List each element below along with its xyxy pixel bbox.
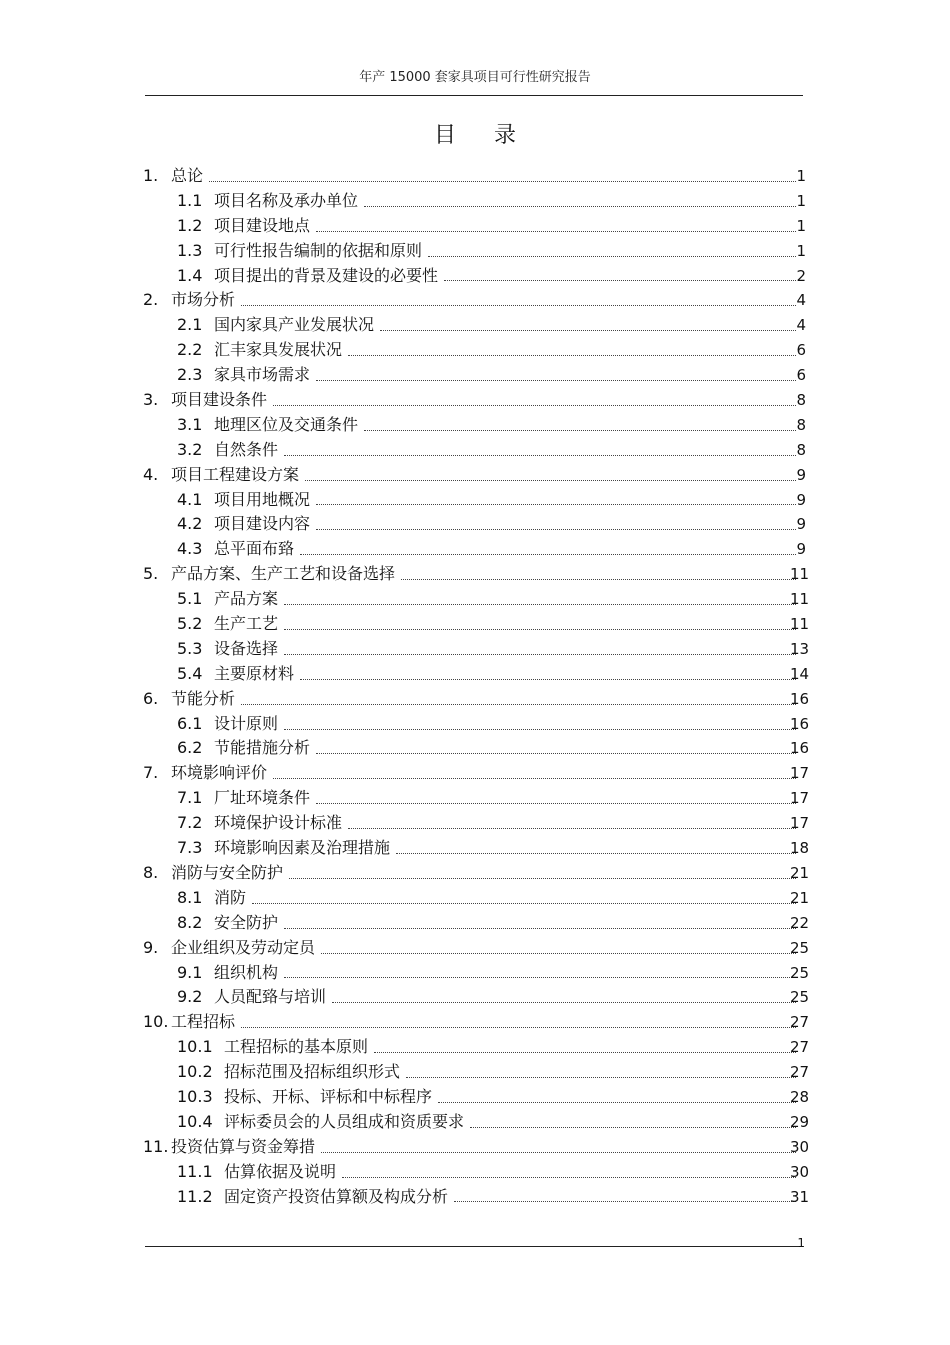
toc-section-entry[interactable]: [0, 1185, 950, 1210]
toc-entry-number: 4.2: [177, 514, 203, 534]
toc-entry-number: 7.: [143, 763, 159, 783]
toc-entry-page: 27: [790, 1013, 810, 1032]
toc-entry-label: [143, 164, 800, 189]
toc-chapter-entry[interactable]: [0, 861, 950, 886]
toc-section-entry[interactable]: [0, 911, 950, 936]
toc-entry-text: 评标委员会的人员组成和资质要求: [224, 1111, 465, 1131]
toc-entry-number: 7.3: [177, 838, 203, 858]
toc-entry-page: 4: [796, 291, 806, 310]
toc-entry-number: 8.: [143, 862, 159, 882]
toc-entry-label: [177, 662, 800, 687]
toc-entry-page: 11: [790, 565, 810, 584]
toc-entry-label: [177, 264, 800, 289]
toc-entry-number: 9.2: [177, 987, 203, 1007]
toc-chapter-entry[interactable]: [0, 388, 950, 413]
dot-leader: [316, 752, 796, 754]
toc-entry-number: 4.1: [177, 489, 203, 509]
toc-entry-page: 28: [790, 1087, 810, 1106]
toc-entry-text: 产品方案: [214, 589, 279, 609]
toc-section-entry[interactable]: [0, 612, 950, 637]
toc-entry-page: 17: [790, 814, 810, 833]
toc-entry-page: 6: [796, 341, 806, 360]
toc-chapter-entry[interactable]: [0, 1010, 950, 1035]
toc-section-entry[interactable]: [0, 736, 950, 761]
toc-section-entry[interactable]: [0, 363, 950, 388]
toc-entry-page: 9: [796, 540, 806, 559]
toc-entry-text: 生产工艺: [214, 614, 279, 634]
toc-entry-number: 9.: [143, 937, 159, 957]
toc-section-entry[interactable]: [0, 413, 950, 438]
toc-entry-number: 8.2: [177, 912, 203, 932]
dot-leader: [321, 952, 796, 954]
toc-entry-number: 4.: [143, 464, 159, 484]
dot-leader: [300, 553, 796, 555]
dot-leader: [401, 578, 796, 580]
toc-entry-page: 9: [796, 465, 806, 484]
dot-leader: [316, 379, 796, 381]
toc-entry-text: 项目建设内容: [214, 514, 311, 534]
toc-entry-label: [177, 1085, 800, 1110]
toc-entry-label: [177, 587, 800, 612]
toc-entry-page: 1: [796, 216, 806, 235]
toc-entry-page: 9: [796, 490, 806, 509]
toc-entry-number: 7.1: [177, 788, 203, 808]
toc-entry-text: 国内家具产业发展状况: [214, 315, 375, 335]
toc-entry-label: [177, 836, 800, 861]
toc-section-entry[interactable]: [0, 985, 950, 1010]
toc-entry-page: 25: [790, 963, 810, 982]
toc-entry-label: [177, 537, 800, 562]
toc-entry-page: 18: [790, 839, 810, 858]
toc-entry-text: 产品方案、生产工艺和设备选择: [171, 564, 396, 584]
toc-section-entry[interactable]: [0, 313, 950, 338]
toc-entry-label: [143, 1010, 800, 1035]
toc-entry-number: 10.: [143, 1012, 169, 1032]
toc-entry-label: [177, 1185, 800, 1210]
toc-entry-page: 6: [796, 366, 806, 385]
dot-leader: [444, 279, 796, 281]
toc-entry-label: [143, 388, 800, 413]
toc-entry-page: 29: [790, 1112, 810, 1131]
toc-entry-number: 2.1: [177, 315, 203, 335]
toc-entry-page: 30: [790, 1137, 810, 1156]
toc-section-entry[interactable]: [0, 1035, 950, 1060]
toc-entry-label: [177, 911, 800, 936]
toc-entry-text: 总平面布臵: [214, 539, 295, 559]
toc-entry-label: [177, 1160, 800, 1185]
toc-entry-page: 27: [790, 1063, 810, 1082]
dot-leader: [284, 653, 796, 655]
toc-entry-text: 招标范围及招标组织形式: [224, 1062, 401, 1082]
toc-section-entry[interactable]: [0, 886, 950, 911]
toc-entry-text: 人员配臵与培训: [214, 987, 327, 1007]
toc-entry-text: 设备选择: [214, 638, 279, 658]
toc-entry-text: 环境影响评价: [171, 763, 268, 783]
dot-leader: [380, 329, 796, 331]
toc-entry-page: 16: [790, 689, 810, 708]
toc-section-entry[interactable]: [0, 712, 950, 737]
toc-section-entry[interactable]: [0, 214, 950, 239]
toc-entry-page: 21: [790, 888, 810, 907]
toc-entry-text: 汇丰家具发展状况: [214, 340, 343, 360]
toc-entry-text: 可行性报告编制的依据和原则: [214, 240, 423, 260]
toc-section-entry[interactable]: [0, 836, 950, 861]
dot-leader: [316, 503, 796, 505]
dot-leader: [321, 1151, 796, 1153]
toc-entry-text: 组织机构: [214, 962, 279, 982]
toc-entry-text: 家具市场需求: [214, 365, 311, 385]
toc-entry-label: [177, 189, 800, 214]
toc-section-entry[interactable]: [0, 811, 950, 836]
toc-entry-number: 2.3: [177, 365, 203, 385]
toc-entry-label: [177, 786, 800, 811]
toc-entry-text: 设计原则: [214, 713, 279, 733]
toc-entry-label: [177, 886, 800, 911]
toc-entry-number: 6.1: [177, 713, 203, 733]
dot-leader: [364, 205, 796, 207]
table-of-contents: [0, 164, 950, 1209]
toc-entry-number: 11.2: [177, 1186, 213, 1206]
dot-leader: [284, 454, 796, 456]
dot-leader: [316, 230, 796, 232]
dot-leader: [284, 603, 796, 605]
toc-entry-text: 环境影响因素及治理措施: [214, 838, 391, 858]
toc-entry-label: [177, 363, 800, 388]
toc-entry-text: 项目建设条件: [171, 390, 268, 410]
toc-entry-number: 5.2: [177, 614, 203, 634]
toc-entry-text: 企业组织及劳动定员: [171, 937, 316, 957]
toc-entry-number: 7.2: [177, 813, 203, 833]
dot-leader: [241, 304, 796, 306]
toc-entry-page: 16: [790, 714, 810, 733]
toc-entry-page: 30: [790, 1162, 810, 1181]
toc-entry-number: 1.4: [177, 265, 203, 285]
toc-entry-page: 17: [790, 764, 810, 783]
toc-section-entry[interactable]: [0, 189, 950, 214]
toc-entry-page: 21: [790, 863, 810, 882]
running-header: 年产 15000 套家具项目可行性研究报告: [359, 70, 591, 85]
toc-entry-number: 11.: [143, 1136, 169, 1156]
toc-entry-page: 11: [790, 590, 810, 609]
toc-section-entry[interactable]: [0, 637, 950, 662]
toc-entry-number: 3.: [143, 390, 159, 410]
toc-entry-page: 13: [790, 639, 810, 658]
toc-chapter-entry[interactable]: [0, 463, 950, 488]
toc-entry-label: [177, 712, 800, 737]
footer-page-number: 1: [797, 1236, 805, 1250]
toc-entry-number: 3.1: [177, 414, 203, 434]
toc-entry-label: [177, 239, 800, 264]
dot-leader: [209, 180, 796, 182]
toc-entry-label: [177, 438, 800, 463]
toc-entry-label: [177, 488, 800, 513]
toc-section-entry[interactable]: [0, 1060, 950, 1085]
toc-entry-number: 6.: [143, 688, 159, 708]
toc-entry-number: 4.3: [177, 539, 203, 559]
dot-leader: [305, 479, 796, 481]
dot-leader: [438, 1101, 796, 1103]
dot-leader: [241, 703, 796, 705]
toc-entry-text: 节能措施分析: [214, 738, 311, 758]
toc-entry-text: 工程招标: [171, 1012, 236, 1032]
toc-section-entry[interactable]: [0, 587, 950, 612]
toc-entry-page: 1: [796, 167, 806, 185]
toc-entry-text: 项目提出的背景及建设的必要性: [214, 265, 439, 285]
toc-entry-page: 8: [796, 391, 806, 410]
toc-entry-label: [177, 961, 800, 986]
dot-leader: [316, 802, 796, 804]
toc-entry-page: 8: [796, 440, 806, 459]
toc-section-entry[interactable]: [0, 662, 950, 687]
toc-entry-label: [177, 985, 800, 1010]
dot-leader: [316, 528, 796, 530]
dot-leader: [252, 902, 796, 904]
toc-entry-label: [177, 1035, 800, 1060]
toc-entry-label: [177, 214, 800, 239]
toc-entry-number: 5.4: [177, 663, 203, 683]
toc-entry-text: 环境保护设计标准: [214, 813, 343, 833]
toc-entry-label: [143, 687, 800, 712]
toc-entry-page: 27: [790, 1038, 810, 1057]
dot-leader: [470, 1126, 796, 1128]
toc-section-entry[interactable]: [0, 512, 950, 537]
dot-leader: [289, 877, 796, 879]
toc-entry-number: 10.1: [177, 1037, 213, 1057]
toc-entry-text: 项目建设地点: [214, 215, 311, 235]
toc-entry-text: 安全防护: [214, 912, 279, 932]
toc-entry-number: 2.2: [177, 340, 203, 360]
dot-leader: [284, 628, 796, 630]
toc-entry-label: [177, 637, 800, 662]
dot-leader: [300, 678, 796, 680]
toc-chapter-entry[interactable]: [0, 936, 950, 961]
toc-entry-number: 1.3: [177, 240, 203, 260]
dot-leader: [332, 1001, 796, 1003]
toc-entry-number: 8.1: [177, 887, 203, 907]
dot-leader: [342, 1176, 796, 1178]
toc-entry-text: 工程招标的基本原则: [224, 1037, 369, 1057]
toc-entry-page: 22: [790, 913, 810, 932]
toc-entry-label: [177, 1110, 800, 1135]
toc-entry-text: 总论: [171, 166, 204, 185]
toc-entry-label: [143, 562, 800, 587]
toc-section-entry[interactable]: [0, 537, 950, 562]
footer-rule: [145, 1246, 803, 1247]
toc-entry-page: 14: [790, 664, 810, 683]
toc-entry-page: 1: [796, 191, 806, 210]
toc-entry-number: 6.2: [177, 738, 203, 758]
dot-leader: [241, 1026, 796, 1028]
toc-entry-text: 投资估算与资金筹措: [171, 1136, 316, 1156]
dot-leader: [364, 429, 796, 431]
toc-entry-number: 1.1: [177, 190, 203, 210]
toc-entry-number: 3.2: [177, 439, 203, 459]
toc-entry-page: 31: [790, 1187, 810, 1206]
toc-entry-label: [177, 413, 800, 438]
header-rule: [145, 95, 803, 96]
toc-entry-text: 项目工程建设方案: [171, 464, 300, 484]
toc-entry-label: [177, 338, 800, 363]
toc-entry-label: [143, 1135, 800, 1160]
dot-leader: [428, 255, 796, 257]
toc-section-entry[interactable]: [0, 961, 950, 986]
toc-entry-text: 估算依据及说明: [224, 1161, 337, 1181]
toc-entry-number: 5.1: [177, 589, 203, 609]
dot-leader: [284, 728, 796, 730]
toc-section-entry[interactable]: [0, 338, 950, 363]
toc-entry-page: 8: [796, 415, 806, 434]
dot-leader: [273, 777, 796, 779]
toc-section-entry[interactable]: [0, 1160, 950, 1185]
toc-entry-text: 消防: [214, 887, 247, 907]
toc-entry-text: 主要原材料: [214, 663, 295, 683]
toc-chapter-entry[interactable]: [0, 687, 950, 712]
toc-entry-text: 项目名称及承办单位: [214, 190, 359, 210]
dot-leader: [348, 827, 796, 829]
dot-leader: [454, 1200, 796, 1202]
toc-entry-label: [143, 288, 800, 313]
dot-leader: [374, 1051, 796, 1053]
toc-entry-page: 4: [796, 316, 806, 335]
toc-entry-text: 厂址环境条件: [214, 788, 311, 808]
toc-entry-label: [177, 313, 800, 338]
toc-chapter-entry[interactable]: [0, 562, 950, 587]
dot-leader: [348, 354, 796, 356]
toc-entry-page: 16: [790, 739, 810, 758]
toc-entry-number: 9.1: [177, 962, 203, 982]
toc-entry-text: 地理区位及交通条件: [214, 414, 359, 434]
toc-section-entry[interactable]: [0, 438, 950, 463]
toc-entry-page: 25: [790, 938, 810, 957]
toc-entry-text: 项目用地概况: [214, 489, 311, 509]
toc-entry-page: 1: [796, 241, 806, 260]
toc-entry-text: 投标、开标、评标和中标程序: [224, 1086, 433, 1106]
dot-leader: [406, 1076, 796, 1078]
toc-entry-page: 11: [790, 615, 810, 634]
toc-entry-label: [177, 736, 800, 761]
dot-leader: [273, 404, 796, 406]
toc-entry-page: 2: [796, 266, 806, 285]
toc-entry-number: 5.3: [177, 638, 203, 658]
toc-entry-text: 消防与安全防护: [171, 862, 284, 882]
toc-section-entry[interactable]: [0, 264, 950, 289]
dot-leader: [396, 852, 796, 854]
toc-entry-text: 节能分析: [171, 688, 236, 708]
toc-title: 目录: [433, 123, 554, 148]
toc-entry-number: 1.2: [177, 215, 203, 235]
toc-entry-number: 10.4: [177, 1111, 213, 1131]
toc-entry-label: [143, 861, 800, 886]
toc-entry-number: 1.: [143, 166, 159, 185]
toc-entry-text: 市场分析: [171, 290, 236, 310]
toc-chapter-entry[interactable]: [0, 1135, 950, 1160]
toc-entry-label: [177, 612, 800, 637]
toc-entry-label: [177, 811, 800, 836]
toc-section-entry[interactable]: [0, 239, 950, 264]
toc-entry-page: 17: [790, 789, 810, 808]
toc-entry-page: 25: [790, 988, 810, 1007]
dot-leader: [284, 976, 796, 978]
toc-entry-page: 9: [796, 515, 806, 534]
toc-entry-number: 2.: [143, 290, 159, 310]
toc-chapter-entry[interactable]: [0, 761, 950, 786]
toc-chapter-entry[interactable]: [0, 288, 950, 313]
toc-entry-text: 自然条件: [214, 439, 279, 459]
toc-section-entry[interactable]: [0, 1085, 950, 1110]
toc-chapter-entry[interactable]: [0, 164, 950, 189]
toc-entry-number: 10.2: [177, 1062, 213, 1082]
toc-entry-number: 10.3: [177, 1086, 213, 1106]
toc-entry-label: [177, 1060, 800, 1085]
toc-entry-label: [143, 936, 800, 961]
dot-leader: [284, 927, 796, 929]
toc-entry-label: [143, 761, 800, 786]
toc-entry-number: 5.: [143, 564, 159, 584]
toc-section-entry[interactable]: [0, 1110, 950, 1135]
toc-entry-label: [143, 463, 800, 488]
toc-section-entry[interactable]: [0, 488, 950, 513]
toc-entry-number: 11.1: [177, 1161, 213, 1181]
toc-section-entry[interactable]: [0, 786, 950, 811]
toc-entry-text: 固定资产投资估算额及构成分析: [224, 1186, 449, 1206]
toc-entry-label: [177, 512, 800, 537]
